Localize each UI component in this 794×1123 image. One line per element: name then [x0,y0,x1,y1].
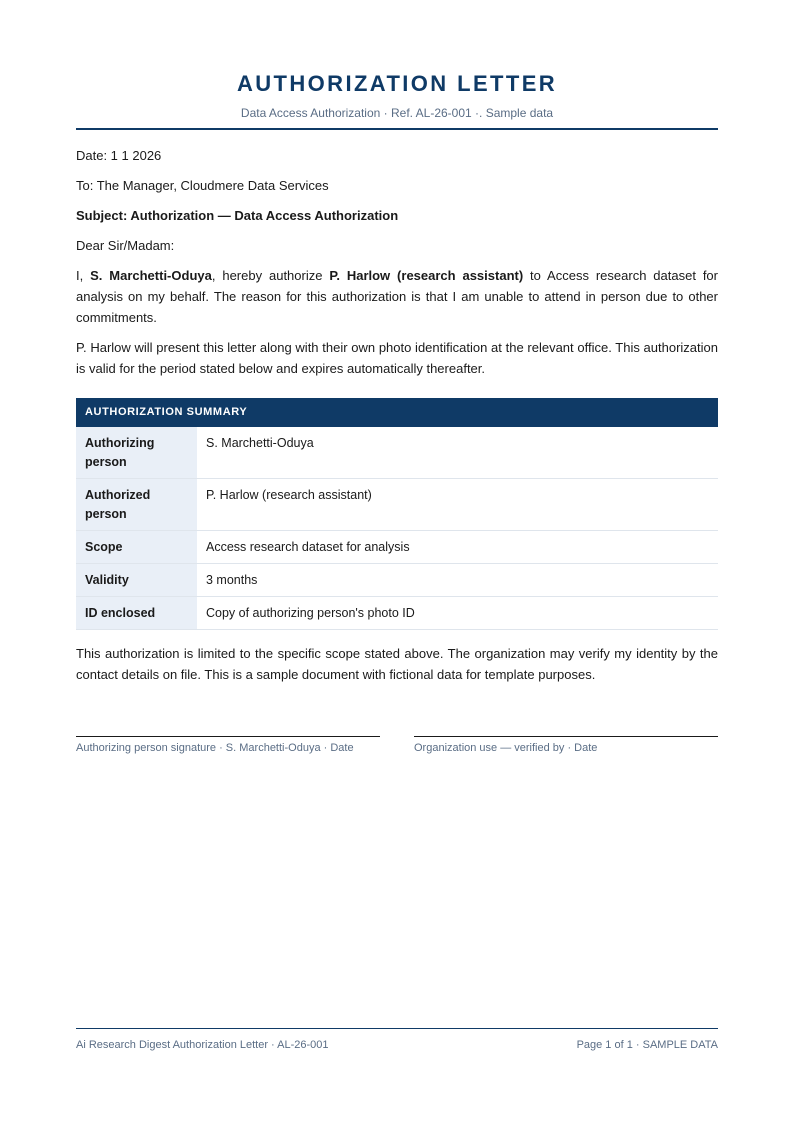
row-value: S. Marchetti-Oduya [206,436,314,450]
row-value: Access research dataset for analysis [206,540,410,554]
presentation-paragraph: P. Harlow will present this letter along with their own photo identification at the relevant office. This authorization is valid for the period stated below and expires automatically thereafter. [76,340,718,376]
p1-intro: I, [76,268,91,283]
row-label: ID enclosed [76,597,197,629]
letter-page [76,0,718,1123]
row-label: Scope [76,531,197,563]
row-label: Authorized person [76,479,197,530]
authorized-name: P. Harlow (research assistant) [329,268,524,283]
table-row [76,564,718,597]
p1-rest: to Access research dataset for analysis on my behalf. The reason for this authorization is that I am unable to attend in person due to other commitments. [76,268,718,325]
row-label: Authorizing person [76,427,197,478]
table-row [76,479,718,531]
authorizer-signature-line: Authorizing person signature · S. Marchetti-Oduya · Date [76,736,380,755]
letter-date: Date: 1 1 2026 [76,148,162,163]
summary-heading: AUTHORIZATION SUMMARY [76,398,718,427]
footer-divider [76,1028,718,1029]
table-row [76,531,718,564]
authorization-summary-table [76,398,718,630]
row-value: Copy of authorizing person's photo ID [206,606,415,620]
row-label: Validity [76,564,197,596]
authorizer-name: S. Marchetti-Oduya [90,268,212,283]
document-title: AUTHORIZATION LETTER [236,71,558,96]
header-divider [76,128,718,130]
p1-middle: , hereby authorize [211,268,330,283]
authorization-paragraph [76,265,718,328]
signature-area [76,736,718,766]
row-value: 3 months [206,573,258,587]
letter-salutation: Dear Sir/Madam: [76,238,175,253]
document-header [76,70,718,120]
footer-document-ref: Ai Research Digest Authorization Letter · AL-26-001 [76,1039,329,1051]
organization-signature-line: Organization use — verified by · Date [414,736,718,755]
row-value: P. Harlow (research assistant) [206,488,372,502]
table-row [76,597,718,630]
letter-body [76,145,718,685]
letter-recipient: To: The Manager, Cloudmere Data Services [76,178,329,193]
letter-subject: Subject: Authorization — Data Access Authorization [76,208,399,223]
document-subtitle: Data Access Authorization · Ref. AL-26-001 ·. Sample data [240,106,554,120]
footer-page-number: Page 1 of 1 · SAMPLE DATA [576,1039,718,1051]
table-row [76,427,718,479]
closing-paragraph: This authorization is limited to the specific scope stated above. The organization may verify my identity by the contact details on file. This is a sample document with fictional data for template purposes. [76,646,718,682]
